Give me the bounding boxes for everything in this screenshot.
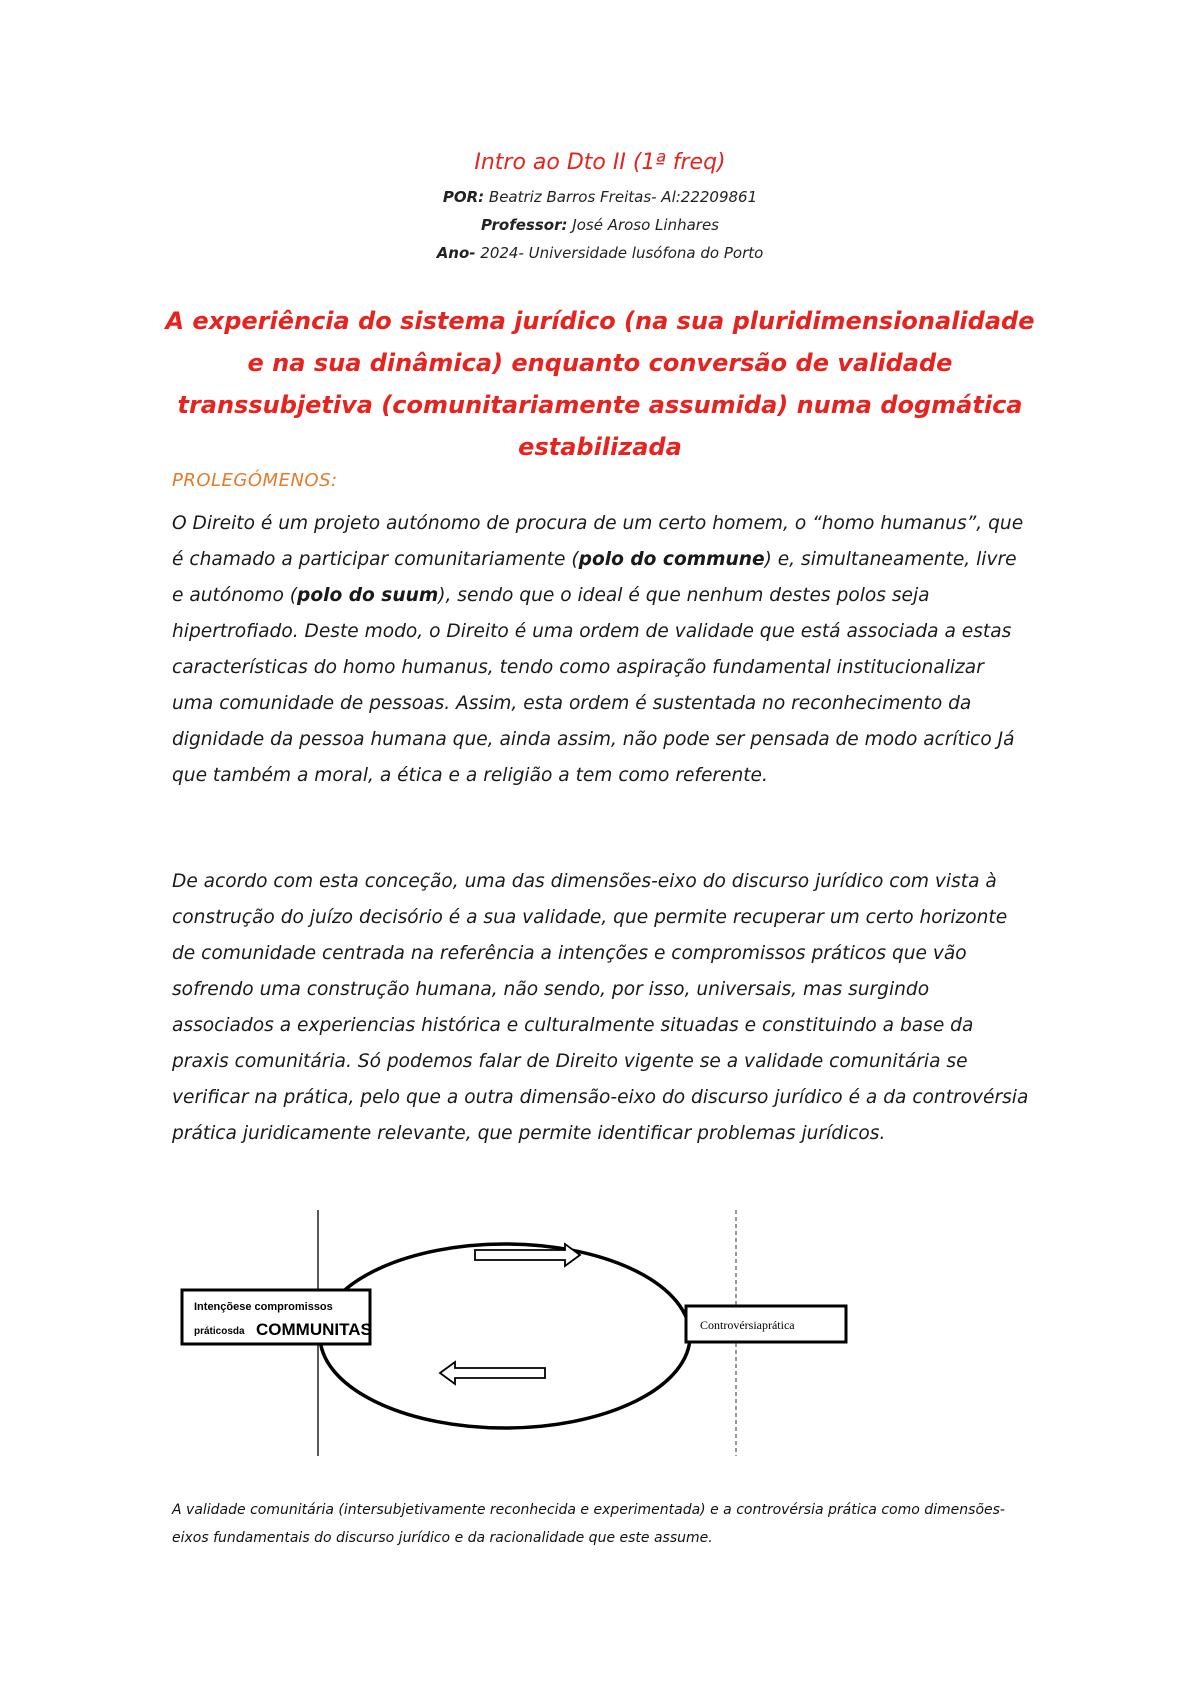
arrow-right-icon [475,1244,580,1266]
paragraph-2 [172,864,1030,1152]
document-title: Intro ao Dto II (1ª freq) [474,150,726,175]
arrow-left-icon [440,1362,545,1384]
paragraph-1-part-1: O Direito é um projeto autónomo de procura de um certo homem, o “homo humanus”, que é chamado a participar comunitariamente ( [172,513,1024,570]
homo-humanus-term: homo humanus [342,657,488,678]
year-label: Ano- [436,244,476,262]
paragraph-1 [172,506,1030,794]
polo-suum-term: polo do suum [297,585,439,606]
communitas-box-line-2-small: práticosda [194,1326,245,1337]
praxis-term: praxis [172,1051,229,1072]
paragraph-1-part-4: , tendo como aspiração fundamental institucionalizar uma comunidade de pessoas. Assim, esta ordem é sustentada no reconhecimento da dignidade da pessoa humana que, ainda assim, não pode ser pensada de modo acrítico Já que também a moral, a ética e a religião a tem como referente. [172,657,1015,786]
author-label: POR: [442,188,485,206]
controversy-box-label: Controvérsiaprática [700,1318,795,1332]
professor-line [0,216,1200,234]
paragraph-2-part-2: comunitária. Só podemos falar de Direito vigente se a validade comunitária se verificar na prática, pelo que a outra dimensão-eixo do discurso jurídico é a da controvérsia prática juridicamente relevante, que permite identificar problemas jurídicos. [172,1051,1029,1144]
professor-value: José Aroso Linhares [572,216,719,234]
paragraph-2-part-1: De acordo com esta conceção, uma das dimensões-eixo do discurso jurídico com vista à construção do juízo decisório é a sua validade, que permite recuperar um certo horizonte de comunidade centrada na referência a intenções e compromissos práticos que vão sofrendo uma construção humana, não sendo, por isso, universais, mas surgindo associados a experiencias histórica e culturalmente situadas e constituindo a base da [172,871,1008,1036]
main-heading: A experiência do sistema jurídico (na sua pluridimensionalidade e na sua dinâmica) enquanto conversão de validade transsubjetiva (comunitariamente assumida) numa dogmática estabilizada [165,307,1035,461]
communitas-box-line-1: Intençõese compromissos [194,1301,333,1313]
polo-commune-term: polo do commune [578,549,765,570]
professor-label: Professor: [481,216,568,234]
author-line [0,188,1200,206]
cycle-ellipse [320,1244,690,1428]
year-line [0,244,1200,262]
paragraph-1-part-3: ), sendo que o ideal é que nenhum destes polos seja hipertrofiado. Deste modo, o Direito é uma ordem de validade que está associada a estas características do [172,585,1012,678]
paragraph-1-part-2: ) e, simultaneamente, livre e autónomo ( [172,549,1017,606]
year-value: 2024- Universidade lusófona do Porto [480,244,764,262]
author-value: Beatriz Barros Freitas- Al:22209861 [488,188,758,206]
diagram-caption: A validade comunitária (intersubjetivamente reconhecida e experimentada) e a controvérsia prática como dimensões-eixos fundamentais do discurso jurídico e da racionalidade que este assume. [172,1502,1005,1546]
section-label: PROLEGÓMENOS: [172,470,338,491]
communitas-box-line-2-big: COMMUNITAS [256,1320,372,1339]
validity-controversy-diagram [170,1210,1050,1470]
